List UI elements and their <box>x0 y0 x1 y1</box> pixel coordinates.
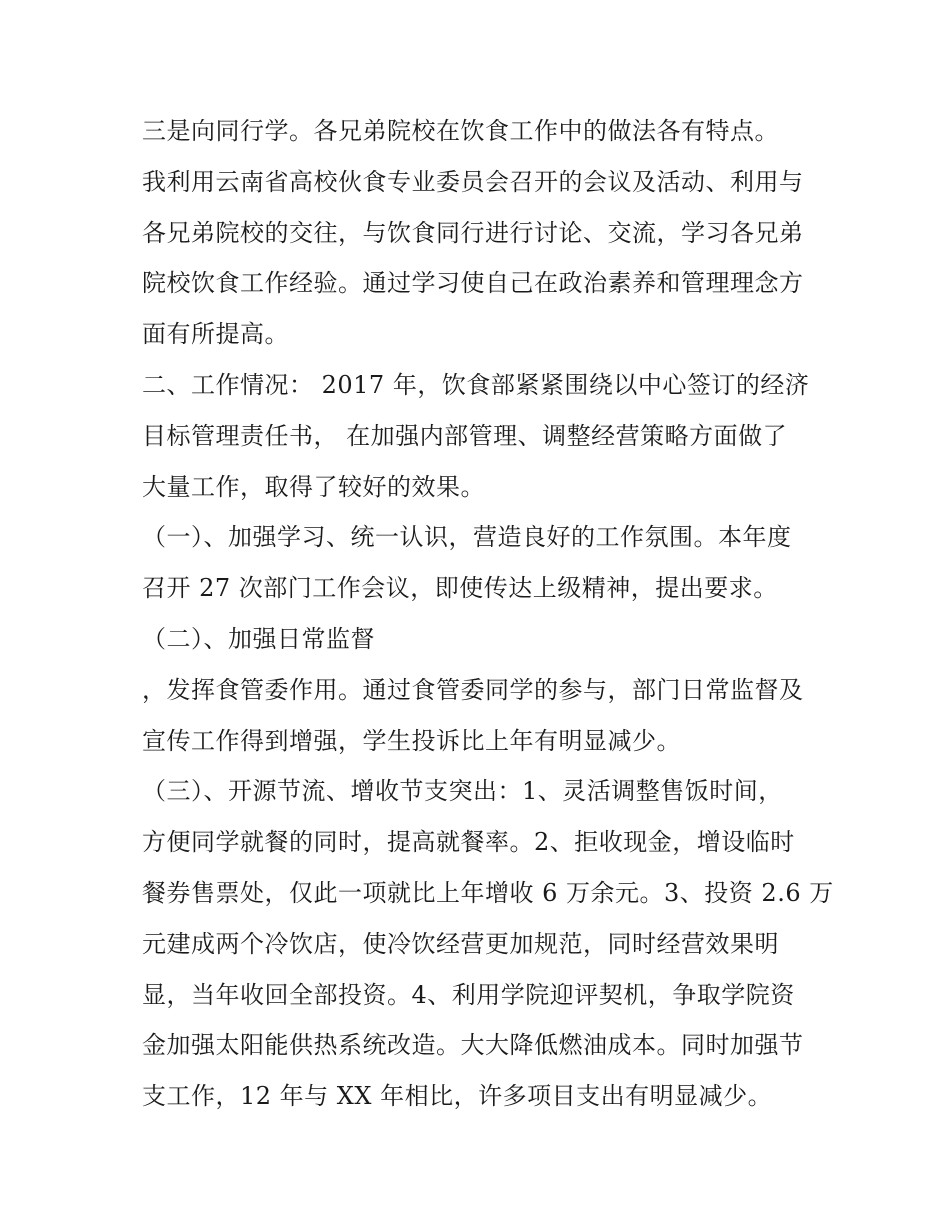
text-line: 大量工作，取得了较好的效果。 <box>142 472 485 501</box>
text-line: 方便同学就餐的同时，提高就餐率。2、拒收现金，增设临时 <box>142 828 795 857</box>
text-line: 二、工作情况： 2017 年，饮食部紧紧围绕以中心签订的经济 <box>142 370 810 399</box>
text-line: 元建成两个冷饮店，使冷饮经营更加规范，同时经营效果明 <box>142 929 779 958</box>
text-line: 支工作，12 年与 XX 年相比，许多项目支出有明显减少。 <box>142 1082 773 1111</box>
text-line: （三）、开源节流、增收节支突出：1、灵活调整售饭时间， <box>142 777 783 806</box>
text-line: （二）、加强日常监督 <box>142 624 375 653</box>
text-line: 各兄弟院校的交往，与饮食同行进行讨论、交流，学习各兄弟 <box>142 218 804 247</box>
document-body <box>142 106 832 1122</box>
text-line: 三是向同行学。各兄弟院校在饮食工作中的做法各有特点。 <box>142 117 779 145</box>
text-line: 餐券售票处，仅此一项就比上年增收 6 万余元。3、投资 2.6 万 <box>142 878 834 907</box>
text-line: ，发挥食管委作用。通过食管委同学的参与，部门日常监督及 <box>142 675 804 704</box>
text-line: 金加强太阳能供热系统改造。大大降低燃油成本。同时加强节 <box>142 1031 804 1060</box>
text-line: （一）、加强学习、统一认识，营造良好的工作氛围。本年度 <box>142 523 792 552</box>
text-line: 显，当年收回全部投资。4、利用学院迎评契机，争取学院资 <box>142 980 795 1009</box>
text-line: 院校饮食工作经验。通过学习使自己在政治素养和管理理念方 <box>142 269 804 298</box>
text-line: 召开 27 次部门工作会议，即使传达上级精神，提出要求。 <box>142 574 778 603</box>
text-line: 面有所提高。 <box>142 320 289 349</box>
text-line: 我利用云南省高校伙食专业委员会召开的会议及活动、利用与 <box>142 167 804 196</box>
text-line: 宣传工作得到增强，学生投诉比上年有明显减少。 <box>142 726 681 755</box>
text-line: 目标管理责任书， 在加强内部管理、调整经营策略方面做了 <box>142 421 788 450</box>
